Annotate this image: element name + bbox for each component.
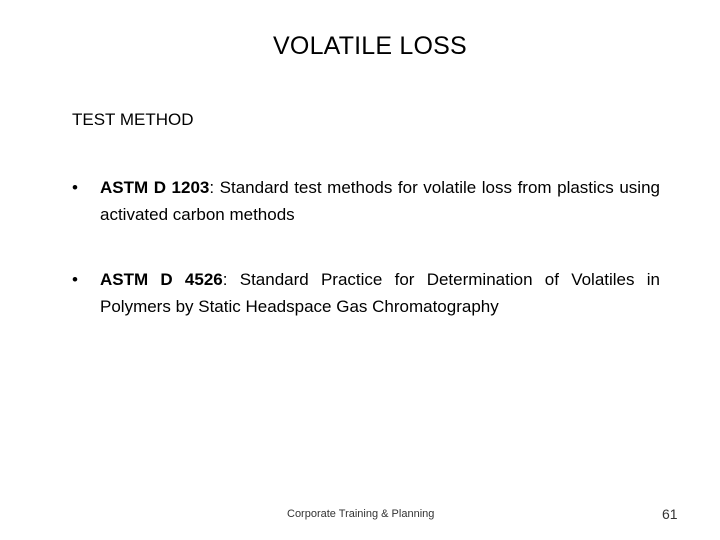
standard-separator: : [222, 270, 228, 289]
bullet-item-astm-d4526 [72, 266, 660, 320]
standard-description: Standard test methods for volatile loss from plastics using activated carbon methods [100, 178, 660, 224]
bullet-list [72, 174, 660, 358]
bullet-icon: • [72, 178, 78, 197]
section-heading: TEST METHOD [72, 110, 194, 129]
bullet-icon: • [72, 270, 78, 289]
standard-description: Standard Practice for Determination of Volatiles in Polymers by Static Headspace Gas Chromatography [100, 270, 660, 316]
standard-code: ASTM D 4526 [100, 270, 223, 289]
slide-title: VOLATILE LOSS [273, 32, 467, 60]
page-number: 61 [662, 506, 678, 522]
bullet-item-astm-d1203 [72, 174, 660, 228]
footer-text: Corporate Training & Planning [287, 508, 435, 520]
standard-separator: : [209, 178, 215, 197]
standard-code: ASTM D 1203 [100, 178, 210, 197]
